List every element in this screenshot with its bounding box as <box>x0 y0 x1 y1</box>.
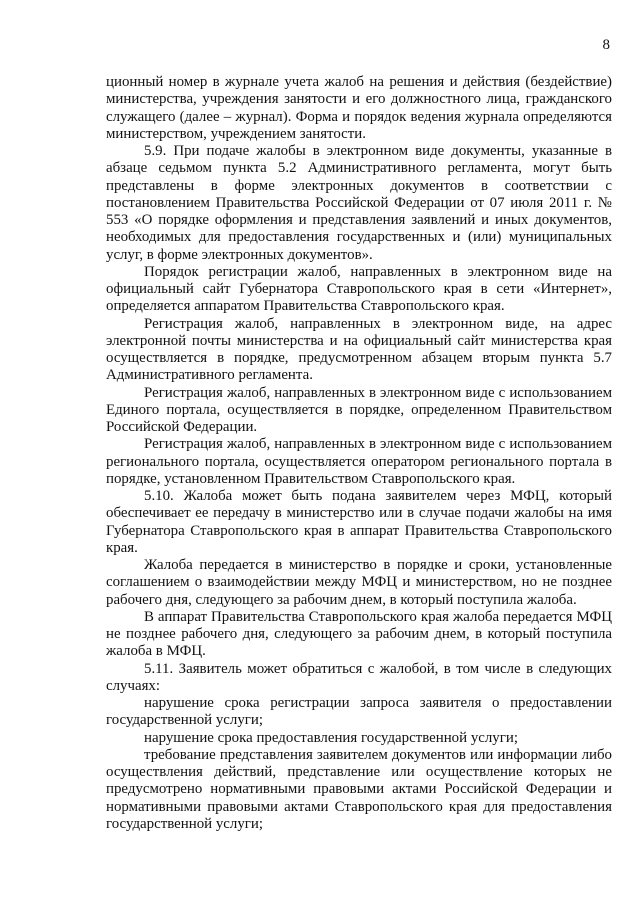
paragraph: В аппарат Правительства Ставропольского края жалоба передается МФЦ не позднее рабочего дня, следующего за рабочим днем, в который поступила жалоба в МФЦ. <box>106 608 612 660</box>
paragraph: Регистрация жалоб, направленных в электронном виде с использованием Единого портала, осуществляется в порядке, определенном Правительством Российской Федерации. <box>106 384 612 435</box>
list-item: нарушение срока регистрации запроса заявителя о предоставлении государственной услуги; <box>106 695 612 729</box>
paragraph-5-10: 5.10. Жалоба может быть подана заявителем через МФЦ, который обеспечивает ее передачу в министерство или в случае подачи жалобы на имя Губернатора Ставропольского края в аппарат Правительства Ставропольского края. <box>106 488 612 556</box>
document-body <box>106 74 612 833</box>
paragraph-5-9: 5.9. При подаче жалобы в электронном виде документы, указанные в абзаце седьмом пункта 5.2 Административного регламента, могут быть представлены в форме электронных документов в соответствии с постановлением Правительства Российской Федерации от 07 июля 2011 г. № 553 «О порядке оформления и представления заявлений и иных документов, необходимых для предоставления государственных и (или) муниципальных услуг, в форме электронных документов». <box>106 143 612 263</box>
paragraph-continuation: ционный номер в журнале учета жалоб на решения и действия (бездействие) министерства, учреждения занятости и его должностного лица, гражданского служащего (далее – журнал). Форма и порядок ведения журнала определяются министерством, учреждением занятости. <box>106 74 612 142</box>
paragraph: Порядок регистрации жалоб, направленных в электронном виде на официальный сайт Губернатора Ставропольского края в сети «Интернет», определяется аппаратом Правительства Ставропольского края. <box>106 263 612 315</box>
paragraph: Жалоба передается в министерство в порядке и сроки, установленные соглашением о взаимодействии между МФЦ и министерством, но не позднее рабочего дня, следующего за рабочим днем, в который поступила жалоба. <box>106 557 612 608</box>
paragraph: Регистрация жалоб, направленных в электронном виде, на адрес электронной почты министерства и на официальный сайт министерства края осуществляется в порядке, предусмотренном абзацем вторым пункта 5.7 Административного регламента. <box>106 315 612 384</box>
list-item: требование представления заявителем документов или информации либо осуществления действий, представление или осуществление которых не предусмотрено нормативными правовыми актами Российской Федерации и нормативными правовыми актами Ставропольского края для предоставления государственной услуги; <box>106 746 612 832</box>
page-number: 8 <box>602 37 610 53</box>
paragraph-5-11: 5.11. Заявитель может обратиться с жалобой, в том числе в следующих случаях: <box>106 660 612 694</box>
list-item: нарушение срока предоставления государственной услуги; <box>144 729 518 746</box>
paragraph: Регистрация жалоб, направленных в электронном виде с использованием регионального портала, осуществляется оператором регионального портала в порядке, установленном Правительством Ставропольского края. <box>106 436 612 487</box>
